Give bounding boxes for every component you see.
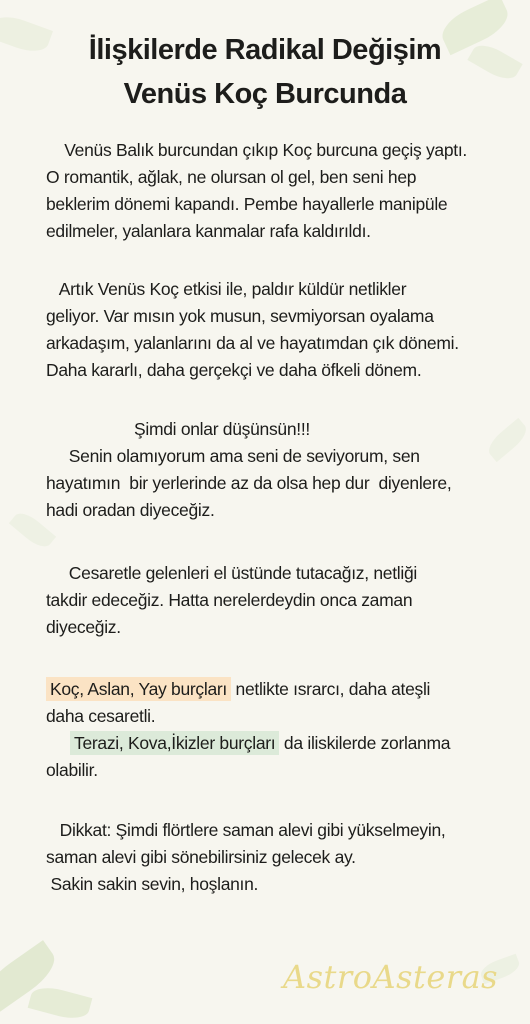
watermark-signature: AstroAsteras	[283, 958, 499, 996]
text-line: geliyor. Var mısın yok musun, sevmiyorsan oyalama	[46, 306, 434, 326]
section-heading: Şimdi onlar düşünsün!!!	[134, 419, 310, 439]
paragraph-courage	[46, 560, 516, 641]
air-signs-highlight: Terazi, Kova,İkizler burçları	[70, 731, 279, 755]
text-line: olabilir.	[46, 760, 98, 780]
text-line: beklerim dönemi kapandı. Pembe hayallerle manipüle	[46, 194, 448, 214]
text-line: hayatımın bir yerlerinde az da olsa hep dur diyenlere,	[46, 473, 452, 493]
text-line: Senin olamıyorum ama seni de seviyorum, sen	[46, 446, 420, 466]
text-line: daha cesaretli.	[46, 706, 156, 726]
page-title: İlişkilerde Radikal Değişim	[88, 34, 442, 66]
fire-signs-highlight: Koç, Aslan, Yay burçları	[46, 677, 231, 701]
paragraph-intro	[46, 137, 516, 245]
text-line: edilmeler, yalanlara kanmalar rafa kaldırıldı.	[46, 221, 371, 241]
text-line: diyeceğiz.	[46, 617, 121, 637]
text-line: Dikkat: Şimdi flörtlere saman alevi gibi yükselmeyin,	[46, 820, 446, 840]
text-line	[46, 730, 516, 757]
page-subtitle: Venüs Koç Burcunda	[123, 78, 407, 110]
text-line: Daha kararlı, daha gerçekçi ve daha öfkeli dönem.	[46, 360, 422, 380]
text-fragment: da iliskilerde zorlanma	[279, 733, 451, 753]
leaf-decoration	[28, 983, 93, 1024]
text-fragment: netlikte ısrarcı, daha ateşli	[230, 679, 431, 699]
text-line	[46, 676, 516, 703]
text-line: Sakin sakin sevin, hoşlanın.	[46, 874, 259, 894]
text-line: saman alevi gibi sönebilirsiniz gelecek ay.	[46, 847, 356, 867]
text-line: takdir edeceğiz. Hatta nerelerdeydin onca zaman	[46, 590, 413, 610]
paragraph-venus-aries	[46, 276, 516, 384]
text-line: O romantik, ağlak, ne olursan ol gel, ben seni hep	[46, 167, 417, 187]
text-line: arkadaşım, yalanlarını da al ve hayatımdan çık dönemi.	[46, 333, 459, 353]
paragraph-attention	[46, 817, 516, 898]
text-line: Artık Venüs Koç etkisi ile, paldır küldür netlikler	[46, 279, 407, 299]
text-line: Venüs Balık burcundan çıkıp Koç burcuna geçiş yaptı.	[46, 140, 467, 160]
text-line: hadi oradan diyeceğiz.	[46, 500, 215, 520]
paragraph-think	[46, 416, 516, 524]
text-line: Cesaretle gelenleri el üstünde tutacağız, netliği	[46, 563, 417, 583]
paragraph-signs	[46, 676, 516, 784]
